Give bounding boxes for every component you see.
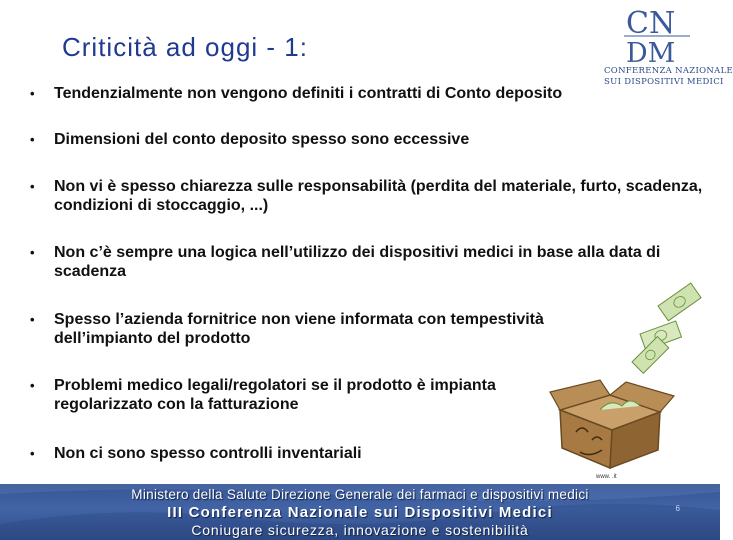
logo-line-1: CONFERENZA NAZIONALE — [604, 66, 733, 76]
bullet-text: Non vi è spesso chiarezza sulle responsabilità (perdita del materiale, furto, scadenza, condizioni di stoccaggio, ...) — [54, 178, 703, 214]
svg-text:DM — [626, 38, 675, 69]
bullet-text: Non c’è sempre una logica nell’utilizzo dei dispositivi medici in base alla data di scadenza — [54, 244, 661, 280]
logo-line-2: SUI DISPOSITIVI MEDICI — [604, 77, 724, 87]
cndm-logo — [600, 4, 733, 96]
cndm-logo-mark — [622, 6, 692, 69]
bullet-dot: • — [30, 179, 35, 194]
money-box-illustration — [540, 300, 720, 480]
logo-letters-bottom: DM — [626, 38, 676, 69]
footer-banner — [0, 484, 720, 540]
bullet-dot: • — [30, 312, 35, 327]
bullet-text: Non ci sono spesso controlli inventariali — [54, 445, 362, 462]
banner-ministry-line: Ministero della Salute Direzione Generale dei farmaci e dispositivi medici — [131, 487, 589, 502]
bullet-dot: • — [30, 132, 35, 147]
bullet-dot: • — [30, 378, 35, 393]
bullet-text: Spesso l’azienda fornitrice non viene informata con tempestività dell’impianto del prodotto — [54, 311, 544, 347]
cardboard-box-icon — [550, 380, 674, 468]
banknote-icon — [658, 283, 701, 321]
bullet-dot: • — [30, 446, 35, 461]
bullet-text: Problemi medico legali/regolatori se il prodotto è impianta regolarizzato con la fatturazione — [54, 377, 496, 413]
illustration-caption: www. .it — [596, 474, 617, 480]
bullet-dot: • — [30, 86, 35, 101]
banner-conference-line: III Conferenza Nazionale sui Dispositivi Medici — [167, 504, 553, 521]
slide-title: Criticità ad oggi - 1: — [62, 32, 308, 62]
banner-motto-line: Coniugare sicurezza, innovazione e sostenibilità — [191, 522, 529, 538]
bullet-dot: • — [30, 245, 35, 260]
logo-letters-top: CN — [626, 6, 676, 41]
page-number: 6 — [675, 504, 680, 513]
bullet-text: Tendenzialmente non vengono definiti i contratti di Conto deposito — [54, 85, 563, 102]
bullet-text: Dimensioni del conto deposito spesso sono eccessive — [54, 131, 470, 148]
